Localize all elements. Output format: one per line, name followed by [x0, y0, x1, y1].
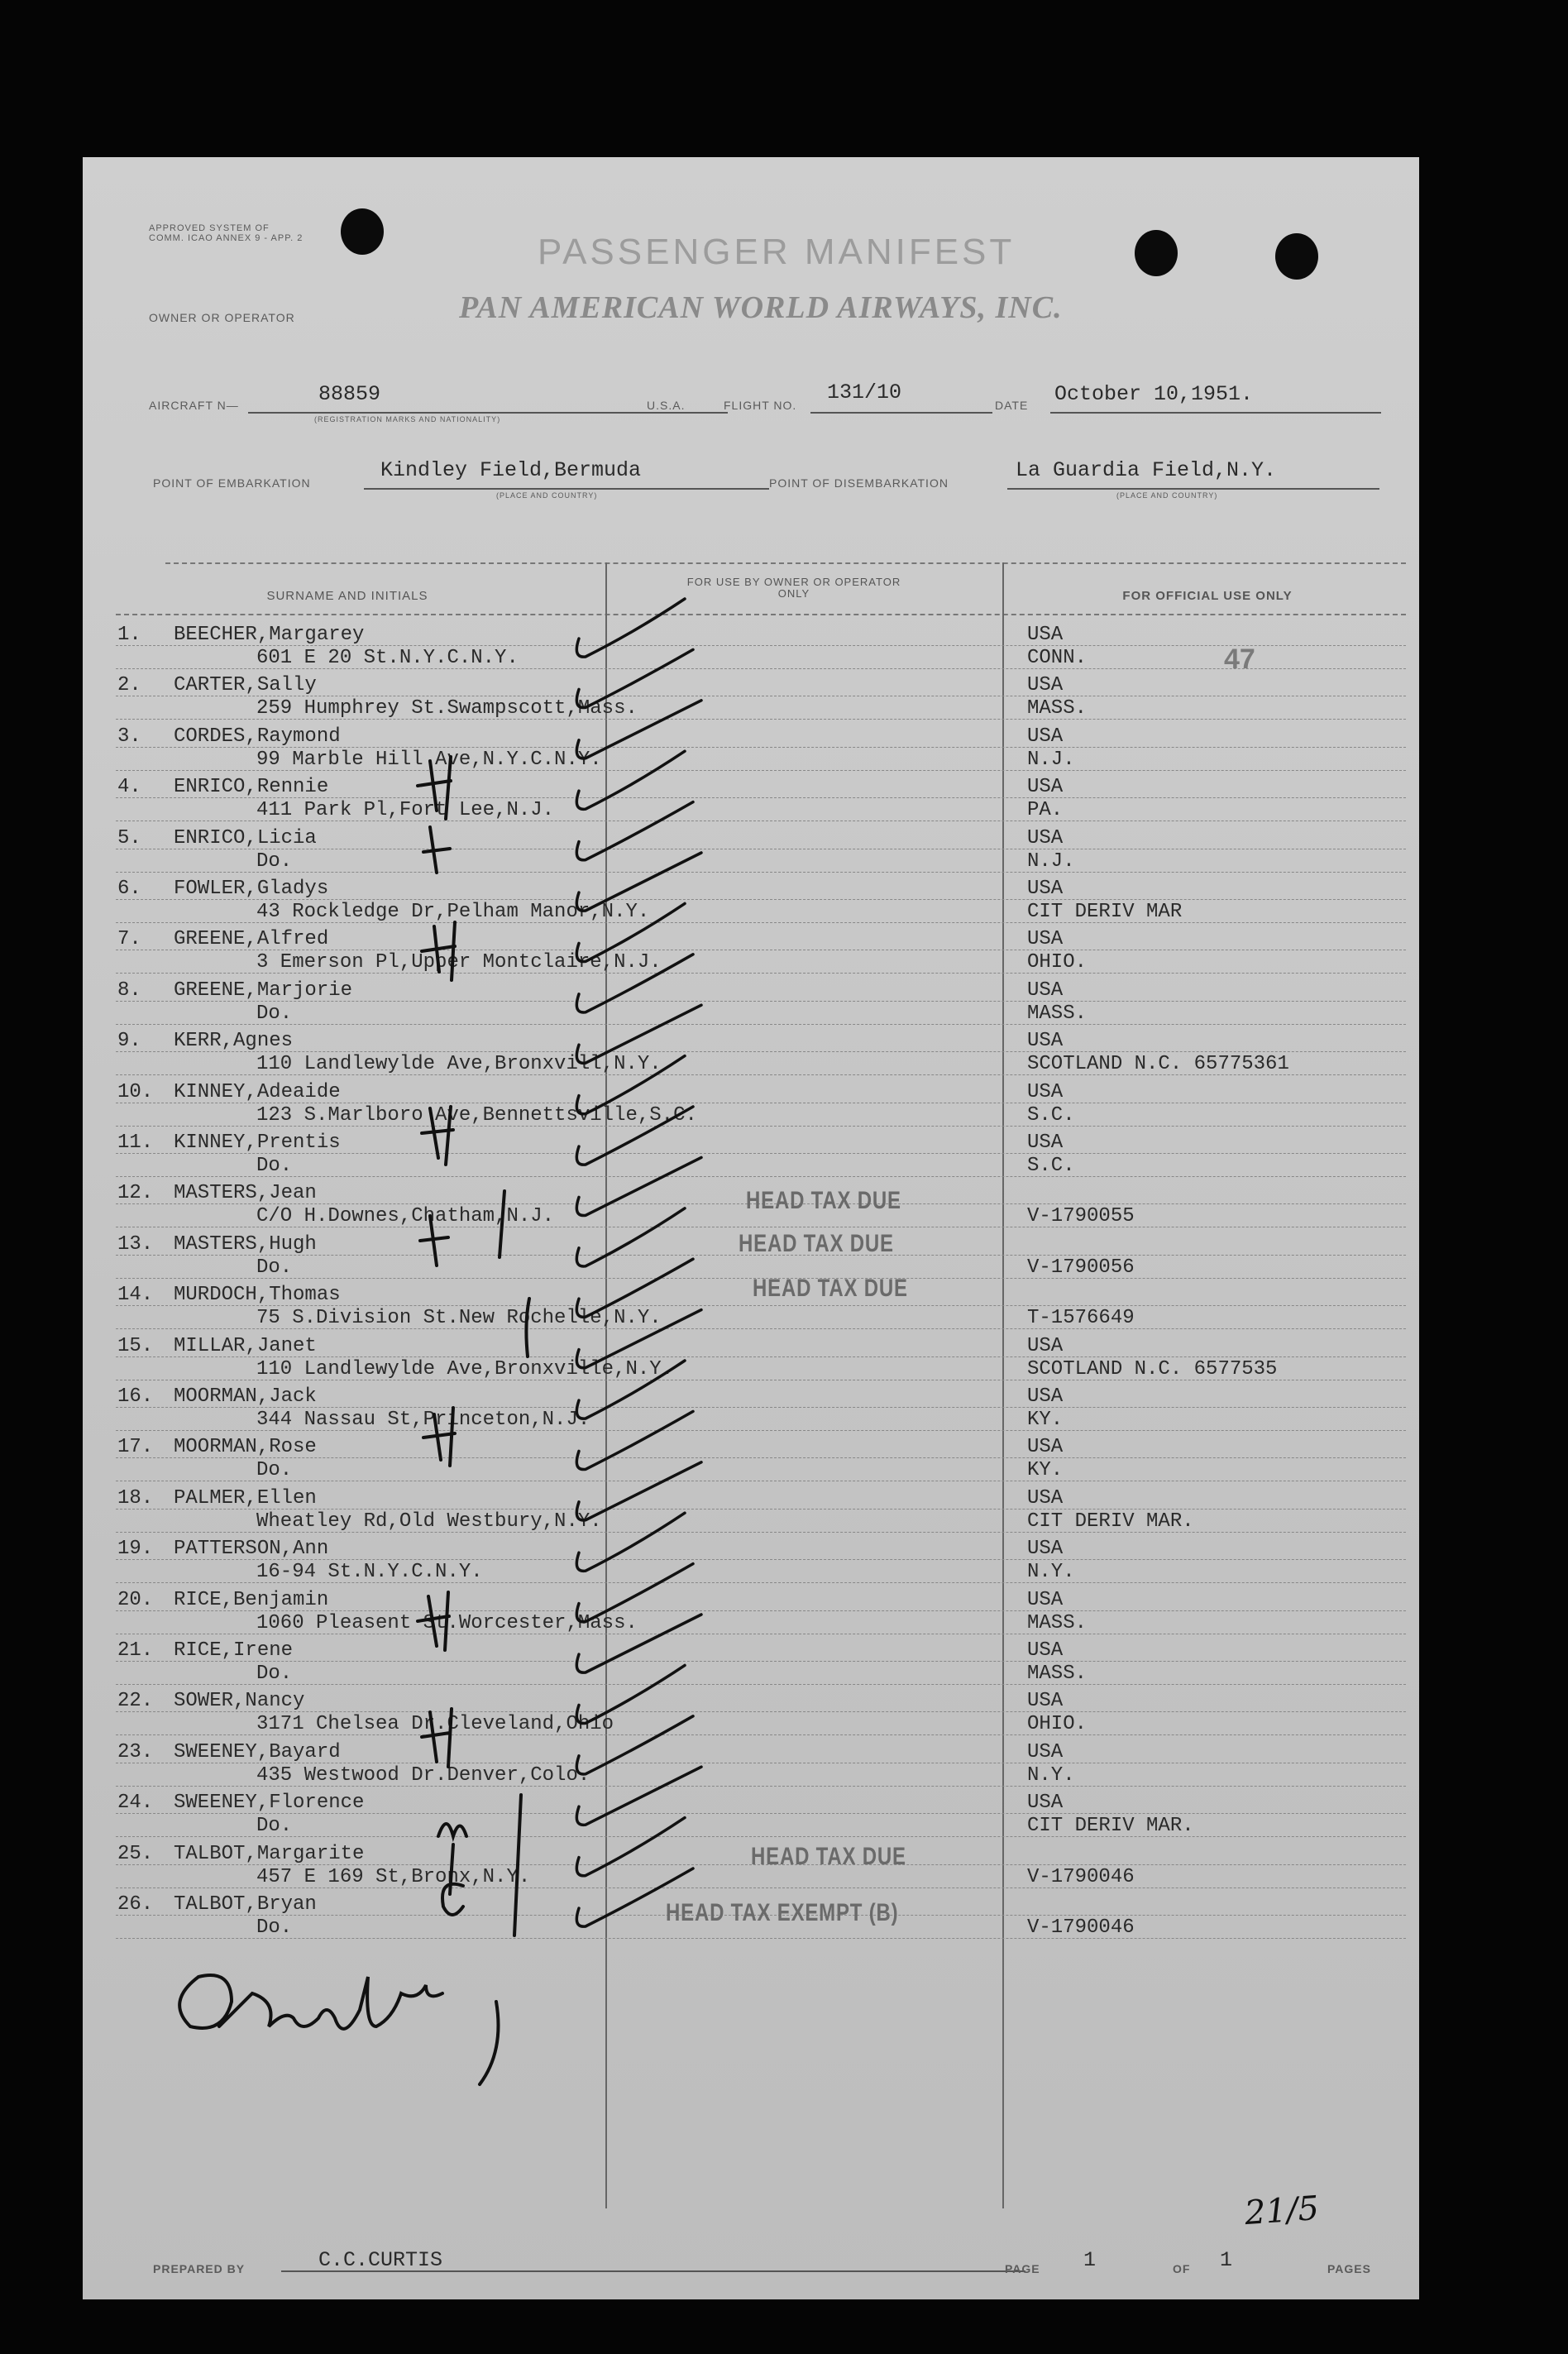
passenger-name: GREENE,Alfred [174, 928, 329, 951]
row-number: 24. [117, 1792, 154, 1815]
row-number: 16. [117, 1385, 154, 1408]
prepared-underline [281, 2270, 1025, 2272]
residence: S.C. [1027, 1103, 1075, 1127]
passenger-name: KINNEY,Prentis [174, 1132, 341, 1154]
residence: PA. [1027, 799, 1064, 822]
prepared-by-label: PREPARED BY [153, 2262, 246, 2275]
passenger-address: 43 Rockledge Dr,Pelham Manor,N.Y. [256, 901, 650, 923]
passenger-address: 110 Landlewylde Ave,Bronxvill,N.Y. [256, 1053, 662, 1076]
handwritten-marks [83, 157, 1419, 2299]
nationality: USA [1027, 1538, 1064, 1561]
passenger-name: CARTER,Sally [174, 674, 317, 697]
registration-caption: (REGISTRATION MARKS AND NATIONALITY) [314, 415, 501, 423]
passenger-address: 259 Humphrey St.Swampscott,Mass. [256, 697, 638, 720]
check-mark [576, 1005, 701, 1063]
residence: CIT DERIV MAR. [1027, 1510, 1194, 1533]
residence: CIT DERIV MAR [1027, 901, 1183, 923]
nationality: USA [1027, 1334, 1064, 1357]
embark-label: POINT OF EMBARKATION [153, 476, 311, 490]
passenger-address: 1060 Pleasent St.Worcester,Mass. [256, 1611, 638, 1634]
passenger-name: SOWER,Nancy [174, 1690, 305, 1713]
nationality: USA [1027, 624, 1064, 646]
nationality: USA [1027, 1690, 1064, 1713]
nationality: USA [1027, 674, 1064, 697]
nationality: USA [1027, 928, 1064, 951]
disembark-caption: (PLACE AND COUNTRY) [1116, 491, 1218, 500]
nationality: USA [1027, 1385, 1064, 1408]
passenger-name: BEECHER,Margarey [174, 624, 365, 646]
passenger-name: SWEENEY,Bayard [174, 1740, 341, 1763]
row-number: 6. [117, 878, 141, 900]
passenger-address: 123 S.Marlboro Ave,Bennettsville,S.C. [256, 1103, 697, 1127]
pages-label: PAGES [1327, 2262, 1371, 2275]
check-mark [576, 1767, 701, 1825]
check-mark [576, 1462, 701, 1520]
flight-label: FLIGHT NO. [724, 399, 797, 412]
nationality: USA [1027, 1080, 1064, 1103]
row-number: 4. [117, 776, 141, 799]
nationality: USA [1027, 1588, 1064, 1611]
check-mark [576, 802, 693, 860]
passenger-address: 601 E 20 St.N.Y.C.N.Y. [256, 647, 519, 669]
residence: KY. [1027, 1409, 1064, 1431]
passenger-address: Do. [256, 1916, 293, 1939]
row-number: 11. [117, 1132, 154, 1154]
nationality: USA [1027, 776, 1064, 799]
row-number: 26. [117, 1893, 154, 1916]
prepared-by-name: C.C.CURTIS [318, 2248, 443, 2272]
row-number: 17. [117, 1436, 154, 1459]
row-number: 19. [117, 1538, 154, 1561]
residence: MASS. [1027, 697, 1088, 720]
passenger-name: PALMER,Ellen [174, 1486, 317, 1510]
check-mark [576, 903, 685, 961]
check-mark [576, 1107, 693, 1165]
check-mark [576, 1716, 693, 1774]
passenger-address: Do. [256, 1002, 293, 1025]
surname-column-header: SURNAME AND INITIALS [266, 589, 428, 603]
row-number: 18. [117, 1486, 154, 1510]
nationality: USA [1027, 1486, 1064, 1510]
check-marks [576, 599, 701, 1926]
owner-label: OWNER OR OPERATOR [149, 311, 295, 324]
row-number: 8. [117, 978, 141, 1002]
embark-point: Kindley Field,Bermuda [380, 458, 642, 482]
passenger-address: 99 Marble Hill Ave,N.Y.C.N.Y. [256, 748, 602, 771]
row-number: 2. [117, 674, 141, 697]
nationality: USA [1027, 1639, 1064, 1662]
signature-mark [179, 1975, 498, 2084]
passenger-name: RICE,Benjamin [174, 1588, 329, 1611]
nationality: USA [1027, 725, 1064, 748]
head-tax-stamp: HEAD TAX DUE [739, 1230, 894, 1257]
nationality: USA [1027, 1436, 1064, 1459]
residence: N.J. [1027, 849, 1075, 873]
check-mark [576, 649, 693, 707]
row-number: 14. [117, 1284, 154, 1307]
head-tax-stamp: HEAD TAX DUE [751, 1843, 906, 1870]
passenger-name: MOORMAN,Rose [174, 1436, 317, 1459]
residence: SCOTLAND N.C. 65775361 [1027, 1053, 1289, 1076]
passenger-name: FOWLER,Gladys [174, 878, 329, 900]
flight-date: October 10,1951. [1054, 382, 1254, 406]
passenger-address: 75 S.Division St.New Rochelle,N.Y. [256, 1307, 662, 1330]
residence: N.J. [1027, 748, 1075, 771]
row-number: 12. [117, 1182, 154, 1205]
passenger-address: 3171 Chelsea Dr.Cleveland,Ohio [256, 1713, 614, 1736]
passenger-address: 457 E 169 St,Bronx,N.Y. [256, 1865, 531, 1888]
row-number: 23. [117, 1740, 154, 1763]
passenger-address: Do. [256, 1815, 293, 1838]
passenger-name: TALBOT,Bryan [174, 1893, 317, 1916]
row-number: 25. [117, 1842, 154, 1865]
residence: V-1790046 [1027, 1916, 1135, 1939]
aircraft-label: AIRCRAFT N— [149, 399, 239, 412]
residence: V-1790055 [1027, 1205, 1135, 1228]
residence: SCOTLAND N.C. 6577535 [1027, 1357, 1278, 1380]
check-mark [576, 1513, 685, 1571]
passenger-name: KERR,Agnes [174, 1030, 294, 1053]
check-mark [576, 751, 685, 809]
passenger-name: MASTERS,Jean [174, 1182, 317, 1205]
check-mark [576, 1411, 693, 1469]
passenger-address: 435 Westwood Dr.Denver,Colo. [256, 1763, 590, 1787]
check-mark [576, 1868, 693, 1926]
company-name: PAN AMERICAN WORLD AIRWAYS, INC. [459, 290, 1063, 325]
check-mark [576, 1564, 693, 1622]
check-mark [576, 1208, 685, 1266]
margin-note: 47 [1224, 644, 1255, 675]
passenger-address: 3 Emerson Pl,Upper Montclaire,N.J. [256, 951, 662, 974]
nationality: USA [1027, 826, 1064, 849]
row-number: 9. [117, 1030, 141, 1053]
passenger-address: Do. [256, 1663, 293, 1685]
residence: CIT DERIV MAR. [1027, 1815, 1194, 1838]
row-number: 7. [117, 928, 141, 951]
passenger-name: MOORMAN,Jack [174, 1385, 317, 1408]
flight-number: 131/10 [827, 380, 902, 404]
row-number: 22. [117, 1690, 154, 1713]
residence: KY. [1027, 1459, 1064, 1482]
passenger-address: 344 Nassau St,Princeton,N.J. [256, 1409, 590, 1431]
passenger-name: SWEENEY,Florence [174, 1792, 365, 1815]
check-mark [576, 1056, 685, 1114]
check-mark [576, 955, 693, 1012]
passenger-name: ENRICO,Licia [174, 826, 317, 849]
residence: V-1790046 [1027, 1865, 1135, 1888]
of-label: OF [1173, 2262, 1191, 2275]
check-mark [576, 1259, 693, 1317]
nationality: USA [1027, 878, 1064, 900]
residence: T-1576649 [1027, 1307, 1135, 1330]
passenger-name: GREENE,Marjorie [174, 978, 353, 1002]
row-number: 15. [117, 1334, 154, 1357]
embark-caption: (PLACE AND COUNTRY) [496, 491, 598, 500]
passenger-name: CORDES,Raymond [174, 725, 341, 748]
passenger-name: MASTERS,Hugh [174, 1232, 317, 1256]
passenger-address: 411 Park Pl,Fort Lee,N.J. [256, 799, 555, 822]
row-number: 3. [117, 725, 141, 748]
nationality: USA [1027, 1132, 1064, 1154]
residence: S.C. [1027, 1155, 1075, 1177]
residence: N.Y. [1027, 1763, 1075, 1787]
residence: MASS. [1027, 1611, 1088, 1634]
check-mark [576, 1615, 701, 1672]
page-total: 1 [1220, 2248, 1233, 2272]
aircraft-number: 88859 [318, 382, 381, 406]
check-mark [576, 1157, 701, 1215]
date-label: DATE [995, 399, 1029, 412]
check-mark [576, 701, 701, 758]
residence: V-1790056 [1027, 1256, 1135, 1279]
residence: OHIO. [1027, 1713, 1088, 1736]
usa-label: U.S.A. [647, 399, 686, 412]
official-column-header: FOR OFFICIAL USE ONLY [1122, 589, 1293, 603]
page-label: PAGE [1005, 2262, 1040, 2275]
passenger-name: MILLAR,Janet [174, 1334, 317, 1357]
head-tax-stamp: HEAD TAX DUE [746, 1187, 901, 1214]
passenger-address: 110 Landlewylde Ave,Bronxville,N.Y. [256, 1357, 674, 1380]
check-mark [576, 599, 685, 657]
passenger-address: Do. [256, 1155, 293, 1177]
manifest-sheet [83, 157, 1419, 2299]
nationality: USA [1027, 978, 1064, 1002]
row-number: 10. [117, 1080, 154, 1103]
nationality: USA [1027, 1030, 1064, 1053]
page-number: 1 [1083, 2248, 1097, 2272]
passenger-name: ENRICO,Rennie [174, 776, 329, 799]
row-number: 21. [117, 1639, 154, 1662]
check-mark [576, 1310, 701, 1368]
nationality: USA [1027, 1740, 1064, 1763]
row-number: 5. [117, 826, 141, 849]
residence: N.Y. [1027, 1561, 1075, 1584]
passenger-address: Do. [256, 1256, 293, 1279]
passenger-name: TALBOT,Margarite [174, 1842, 365, 1865]
handwritten-note: 21/5 [1243, 2189, 1321, 2233]
passenger-name: PATTERSON,Ann [174, 1538, 329, 1561]
residence: CONN. [1027, 647, 1088, 669]
check-mark [576, 1818, 685, 1876]
row-number: 1. [117, 624, 141, 646]
disembark-point: La Guardia Field,N.Y. [1016, 458, 1277, 482]
passenger-address: Do. [256, 1459, 293, 1482]
approval-note: APPROVED SYSTEM OF COMM. ICAO ANNEX 9 - APP. 2 [149, 223, 304, 243]
passenger-address: C/O H.Downes,Chatham,N.J. [256, 1205, 555, 1228]
check-mark [576, 853, 701, 911]
residence: MASS. [1027, 1002, 1088, 1025]
check-mark [576, 1665, 685, 1723]
passenger-name: MURDOCH,Thomas [174, 1284, 341, 1307]
owner-column-header: FOR USE BY OWNER OR OPERATOR ONLY [686, 576, 901, 600]
passenger-address: Wheatley Rd,Old Westbury,N.Y. [256, 1510, 602, 1533]
passenger-address: 16-94 St.N.Y.C.N.Y. [256, 1561, 483, 1584]
nationality: USA [1027, 1792, 1064, 1815]
disembark-label: POINT OF DISEMBARKATION [769, 476, 949, 490]
manifest-title: PASSENGER MANIFEST [538, 232, 1016, 272]
passenger-name: RICE,Irene [174, 1639, 294, 1662]
residence: MASS. [1027, 1663, 1088, 1685]
passenger-name: KINNEY,Adeaide [174, 1080, 341, 1103]
residence: OHIO. [1027, 951, 1088, 974]
row-number: 20. [117, 1588, 154, 1611]
check-mark [576, 1361, 685, 1419]
passenger-address: Do. [256, 849, 293, 873]
head-tax-exempt-stamp: HEAD TAX EXEMPT (B) [666, 1899, 899, 1926]
head-tax-stamp: HEAD TAX DUE [753, 1275, 908, 1302]
initials-marks [418, 757, 529, 1935]
row-number: 13. [117, 1232, 154, 1256]
